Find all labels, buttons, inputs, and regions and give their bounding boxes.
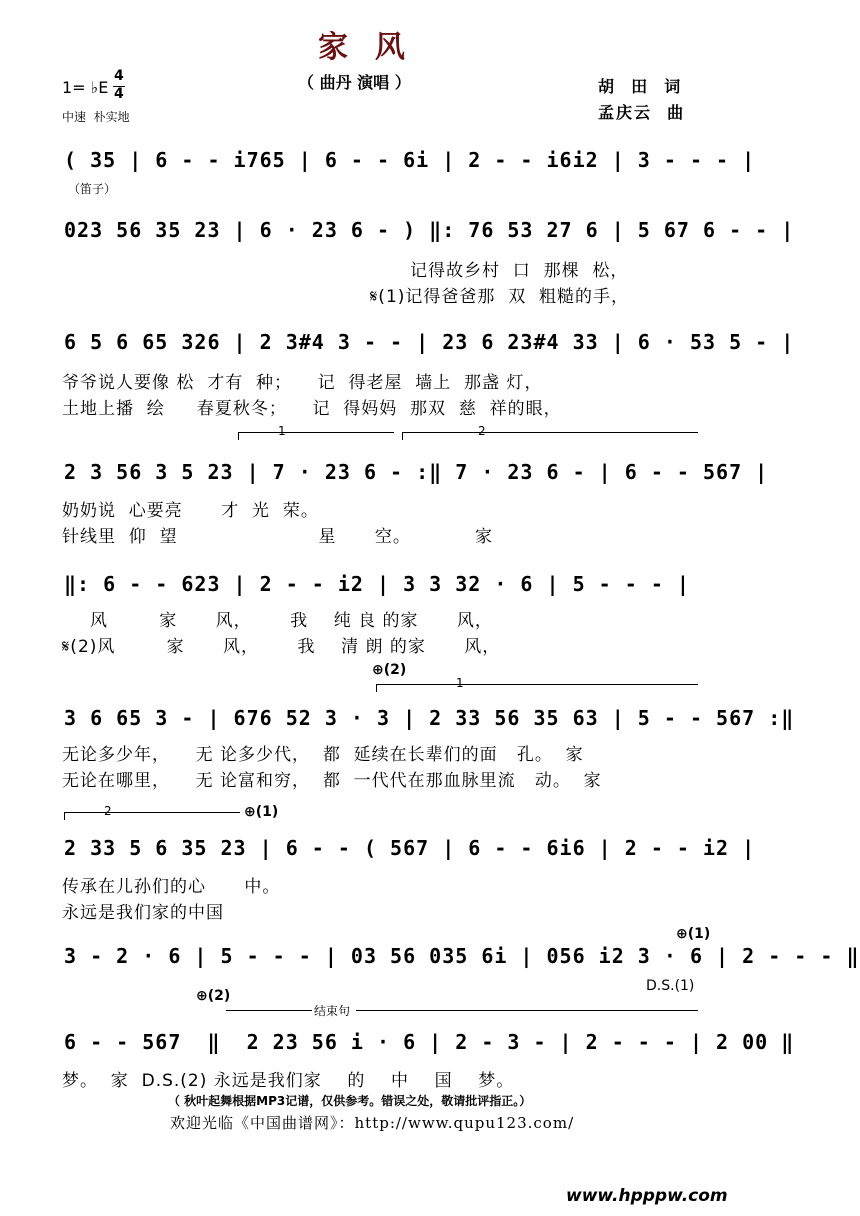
lyric-line-7a: 传承在儿孙们的心 中。 xyxy=(62,877,281,897)
notation-line-7: 2 33 5 6 35 23 | 6 - - ( 567 | 6 - - 6i6 | 2 - - i2 | xyxy=(64,836,756,860)
time-signature-top: 4 xyxy=(114,68,124,84)
coda-2-mark: ⊕(2) xyxy=(372,662,407,678)
notation-line-5: ‖: 6 - - 623 | 2 - - i2 | 3 3 32 · 6 | 5 - - - | xyxy=(64,572,690,596)
transcription-note: （ 秋叶起舞根据MP3记谱，仅供参考。错误之处，敬请批评指正。） xyxy=(168,1094,532,1108)
composer-credit: 孟庆云 曲 xyxy=(598,103,686,122)
ds-1-mark: D.S.(1) xyxy=(646,978,695,994)
key-signature: 1= ♭E xyxy=(62,78,109,97)
coda-2-mark-end: ⊕(2) xyxy=(196,988,231,1004)
lyric-line-6b: 无论在哪里， 无 论富和穷， 都 一代代在那血脉里流 动。 家 xyxy=(62,771,602,791)
lyric-line-9: 梦。 家 D.S.(2) 永远是我们家 的 中 国 梦。 xyxy=(62,1071,515,1091)
lyric-line-5b: 𝄋(2)风 家 风， 我 清 朗 的家 风， xyxy=(62,637,501,657)
lyric-line-3a: 爷爷说人要像 松 才有 种； 记 得老屋 墙上 那盏 灯， xyxy=(62,373,543,393)
lyric-line-4a: 奶奶说 心要亮 才 光 荣。 xyxy=(62,501,319,521)
notation-line-1: ( 35 | 6 - - i765 | 6 - - 6i | 2 - - i6i2 | 3 - - - | xyxy=(64,148,756,172)
volta-1-label: 1 xyxy=(278,424,286,438)
coda-1-mark: ⊕(1) xyxy=(244,804,279,820)
lyric-line-4b: 针线里 仰 望 星 空。 家 xyxy=(62,527,493,547)
lyric-line-2b: 𝄋(1)记得爸爸那 双 粗糙的手， xyxy=(370,287,630,307)
notation-line-2: 023 56 35 23 | 6 · 23 6 - ) ‖: 76 53 27 6 | 5 67 6 - - | xyxy=(64,218,795,242)
lyric-line-3b: 土地上播 绘 春夏秋冬； 记 得妈妈 那双 慈 祥的眼， xyxy=(62,399,562,419)
lyricist-credit: 胡 田 词 xyxy=(598,77,683,96)
coda-1-mark-end: ⊕(1) xyxy=(676,926,711,942)
performer-credit: （ 曲丹 演唱 ） xyxy=(298,73,411,92)
tempo-marking: 中速 朴实地 xyxy=(62,110,130,124)
notation-line-8: 3 - 2 · 6 | 5 - - - | 03 56 035 6i | 056 i2 3 · 6 | 2 - - - ‖ xyxy=(64,944,860,968)
instrument-note: （笛子） xyxy=(68,182,117,196)
lyric-line-2a: 记得故乡村 口 那棵 松， xyxy=(410,261,629,281)
lyric-line-7b: 永远是我们家的中国 xyxy=(62,903,224,923)
site-credit: 欢迎光临《中国曲谱网》：http://www.qupu123.com/ xyxy=(170,1114,575,1132)
lyric-line-6a: 无论多少年， 无 论多少代， 都 延续在长辈们的面 孔。 家 xyxy=(62,745,584,765)
lyric-line-5a: 风 家 风， 我 纯 良 的家 风， xyxy=(90,611,493,631)
page-title: 家 风 xyxy=(318,30,407,65)
notation-line-3: 6 5 6 65 326 | 2 3#4 3 - - | 23 6 23#4 33 | 6 · 53 5 - | xyxy=(64,330,795,354)
watermark-text: www.hpppw.com xyxy=(566,1186,728,1206)
notation-line-4: 2 3 56 3 5 23 | 7 · 23 6 - :‖ 7 · 23 6 - | 6 - - 567 | xyxy=(64,460,769,484)
time-signature-bottom: 4 xyxy=(114,86,124,102)
ending-label: 结束句 xyxy=(314,1004,351,1018)
notation-line-9: 6 - - 567 ‖ 2 23 56 i · 6 | 2 - 3 - | 2 - - - | 2 00 ‖ xyxy=(64,1030,795,1054)
volta-1-label-b: 1 xyxy=(456,676,464,690)
notation-line-6: 3 6 65 3 - | 676 52 3 · 3 | 2 33 56 35 63 | 5 - - 567 :‖ xyxy=(64,706,795,730)
volta-2-label: 2 xyxy=(478,424,486,438)
volta-2-label-b: 2 xyxy=(104,804,112,818)
